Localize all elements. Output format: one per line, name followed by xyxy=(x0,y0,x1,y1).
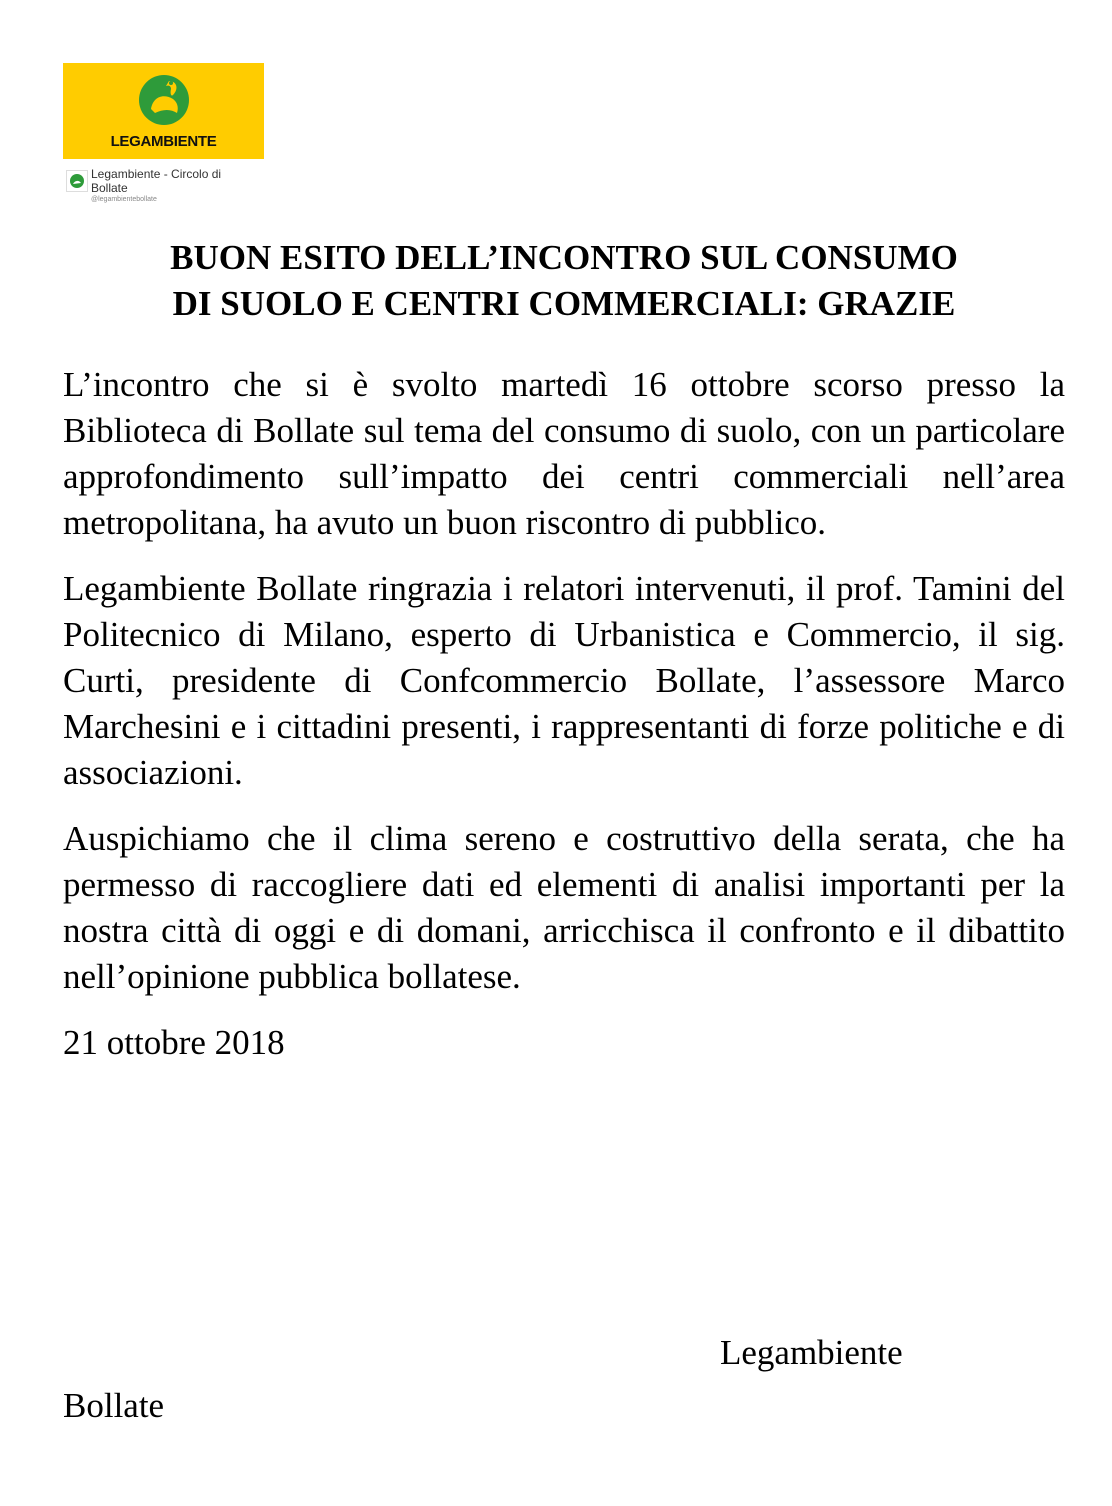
profile-name: Legambiente - Circolo di Bollate xyxy=(91,167,222,195)
signature-line-1: Legambiente xyxy=(720,1333,903,1372)
paragraph: Legambiente Bollate ringrazia i relatori intervenuti, il prof. Tamini del Politecnico di Milano, esperto di Urbanistica e Commercio, il sig. Curti, presidente di Confcommercio Bollate, l’assessore Marco Marchesini e i cittadini presenti, i rappresentanti di forze politiche e di associazioni. xyxy=(63,569,1065,792)
social-profile xyxy=(63,162,264,206)
logo-wordmark: LEGAMBIENTE xyxy=(110,133,217,150)
signature-line-2: Bollate xyxy=(63,1386,165,1425)
legambiente-logo xyxy=(63,63,264,159)
profile-handle: @legambientebollate xyxy=(91,196,157,203)
paragraph: L’incontro che si è svolto martedì 16 ottobre scorso presso la Biblioteca di Bollate sul tema del consumo di suolo, con un particolare approfondimento sull’impatto dei centri commerciali nell’area metropolitana, ha avuto un buon riscontro di pubblico. xyxy=(63,365,1065,542)
avatar xyxy=(66,170,88,192)
document-date: 21 ottobre 2018 xyxy=(63,1023,285,1062)
document-title xyxy=(63,235,1065,327)
swan-icon xyxy=(133,69,195,127)
title-line-1: BUON ESITO DELL’INCONTRO SUL CONSUMO xyxy=(170,238,958,277)
document-body xyxy=(63,362,1065,1066)
paragraph: Auspichiamo che il clima sereno e costruttivo della serata, che ha permesso di raccogliere dati ed elementi di analisi importanti per la nostra città di oggi e di domani, arricchisca il confronto e il dibattito nell’opinione pubblica bollatese. xyxy=(63,819,1065,996)
title-line-2: DI SUOLO E CENTRI COMMERCIALI: GRAZIE xyxy=(172,284,956,323)
